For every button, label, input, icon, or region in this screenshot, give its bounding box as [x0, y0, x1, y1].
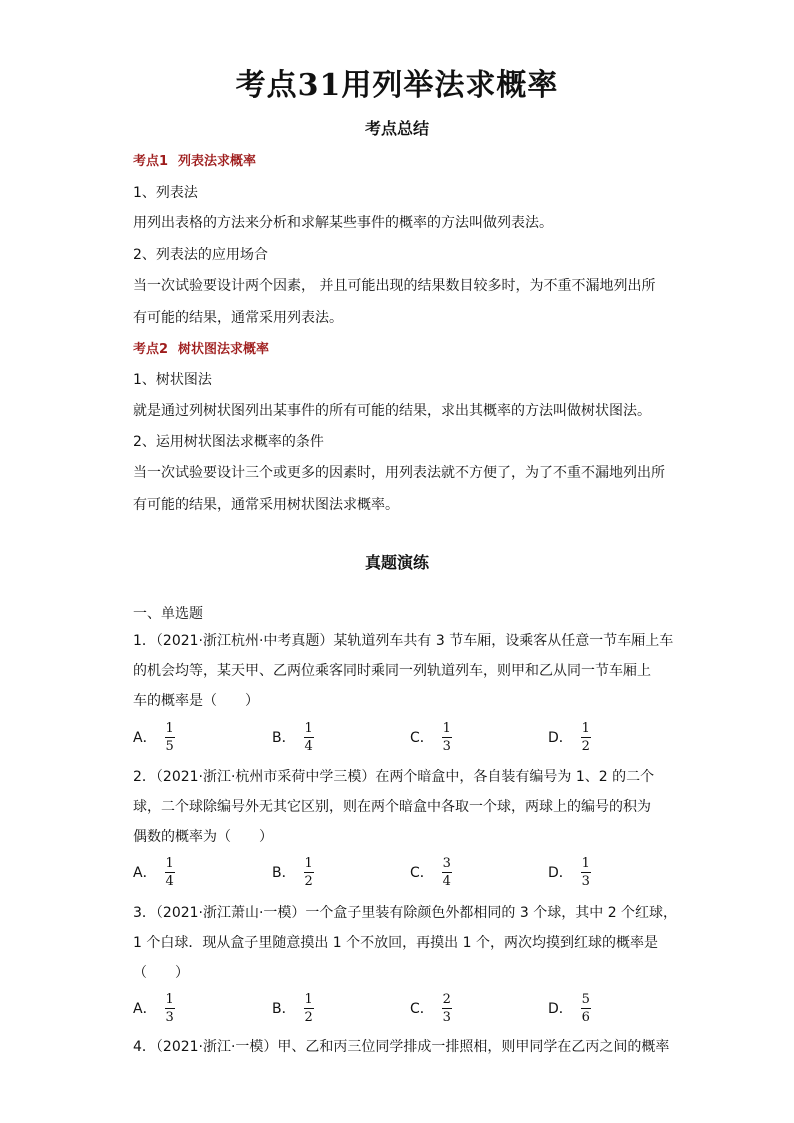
knowledge-point-1-heading [133, 150, 256, 169]
q2-line-1: 2．（2021·浙江·杭州市采荷中学三模）在两个暗盒中，各自装有编号为 1、2 的二个 [133, 769, 655, 785]
kp1-line-5: 有可能的结果，通常采用列表法。 [133, 310, 343, 326]
numerator: 3 [442, 855, 451, 871]
fraction [442, 856, 452, 889]
denominator: 3 [442, 738, 451, 754]
q1-line-1: 1．（2021·浙江杭州·中考真题）某轨道列车共有 3 节车厢，设乘客从任意一节车厢上车 [133, 633, 674, 649]
q2-line-3: 偶数的概率为（ ） [133, 829, 273, 845]
fraction [442, 721, 452, 754]
q3-options [133, 988, 673, 1028]
denominator: 5 [165, 738, 174, 754]
kp1-line-2: 用列出表格的方法来分析和求解某些事件的概率的方法叫做列表法。 [133, 215, 553, 231]
q2-option-b[interactable] [272, 852, 314, 892]
fraction [165, 721, 175, 754]
option-label: C． [410, 730, 434, 746]
q2-line-2: 球，二个球除编号外无其它区别，则在两个暗盒中各取一个球，两球上的编号的积为 [133, 799, 651, 815]
fraction [304, 856, 314, 889]
fraction [581, 856, 591, 889]
denominator: 3 [165, 1009, 174, 1025]
q3-line-2: 1 个白球．现从盒子里随意摸出 1 个不放回，再摸出 1 个，两次均摸到红球的概率是 [133, 935, 658, 951]
q3-option-a[interactable] [133, 988, 175, 1028]
summary-heading: 考点总结 [364, 119, 429, 138]
knowledge-point-2-label: 树状图法求概率 [178, 342, 270, 357]
knowledge-point-2-heading [133, 338, 269, 357]
q4-line-1: 4．（2021·浙江·一模）甲、乙和丙三位同学排成一排照相，则甲同学在乙丙之间的概率 [133, 1039, 670, 1055]
numerator: 1 [581, 855, 590, 871]
kp1-line-1: 1、列表法 [133, 185, 198, 201]
q1-line-2: 的机会均等，某天甲、乙两位乘客同时乘同一列轨道列车，则甲和乙从同一节车厢上 [133, 663, 651, 679]
option-label: C． [410, 865, 434, 881]
kp2-line-1: 1、树状图法 [133, 372, 212, 388]
q1-option-a[interactable] [133, 717, 175, 757]
numerator: 1 [165, 991, 174, 1007]
numerator: 2 [442, 991, 451, 1007]
page-title: 考点31用列举法求概率 [235, 68, 559, 103]
numerator: 1 [304, 991, 313, 1007]
kp2-line-3: 2、运用树状图法求概率的条件 [133, 434, 324, 450]
denominator: 2 [304, 1009, 313, 1025]
q3-line-1: 3．（2021·浙江萧山·一模）一个盒子里装有除颜色外都相同的 3 个球，其中 2 个红球， [133, 905, 678, 921]
option-label: D． [548, 730, 573, 746]
q3-option-d[interactable] [548, 988, 591, 1028]
fraction [304, 721, 314, 754]
denominator: 3 [442, 1009, 451, 1025]
q1-option-b[interactable] [272, 717, 314, 757]
fraction [165, 856, 175, 889]
option-label: B． [272, 730, 296, 746]
denominator: 4 [165, 873, 174, 889]
kp2-line-4: 当一次试验要设计三个或更多的因素时，用列表法就不方便了，为了不重不漏地列出所 [133, 465, 665, 481]
q2-option-c[interactable] [410, 852, 452, 892]
knowledge-point-1-number: 考点1 [133, 154, 169, 169]
denominator: 3 [581, 873, 590, 889]
q3-option-c[interactable] [410, 988, 452, 1028]
option-label: B． [272, 1001, 296, 1017]
denominator: 2 [304, 873, 313, 889]
q3-option-b[interactable] [272, 988, 314, 1028]
q1-line-3: 车的概率是（ ） [133, 693, 259, 709]
knowledge-point-2-number: 考点2 [133, 342, 169, 357]
denominator: 6 [581, 1009, 590, 1025]
q1-option-c[interactable] [410, 717, 452, 757]
kp2-line-5: 有可能的结果，通常采用树状图法求概率。 [133, 497, 399, 513]
option-label: D． [548, 865, 573, 881]
section-label: 一、单选题 [133, 606, 203, 622]
q1-option-d[interactable] [548, 717, 591, 757]
q2-options [133, 852, 673, 892]
fraction [442, 992, 452, 1025]
q2-option-d[interactable] [548, 852, 591, 892]
practice-heading: 真题演练 [364, 553, 429, 572]
kp1-line-4: 当一次试验要设计两个因素， 并且可能出现的结果数目较多时，为不重不漏地列出所 [133, 278, 656, 294]
knowledge-point-1-label: 列表法求概率 [178, 154, 257, 169]
kp2-line-2: 就是通过列树状图列出某事件的所有可能的结果，求出其概率的方法叫做树状图法。 [133, 403, 651, 419]
numerator: 5 [581, 991, 590, 1007]
denominator: 2 [581, 738, 590, 754]
numerator: 1 [165, 855, 174, 871]
denominator: 4 [304, 738, 313, 754]
option-label: A． [133, 1001, 157, 1017]
option-label: B． [272, 865, 296, 881]
option-label: A． [133, 730, 157, 746]
q1-options [133, 717, 673, 757]
fraction [581, 721, 591, 754]
kp1-line-3: 2、列表法的应用场合 [133, 247, 268, 263]
numerator: 1 [165, 720, 174, 736]
fraction [581, 992, 591, 1025]
denominator: 4 [442, 873, 451, 889]
fraction [165, 992, 175, 1025]
fraction [304, 992, 314, 1025]
q3-line-3: （ ） [133, 965, 189, 981]
numerator: 1 [304, 720, 313, 736]
option-label: D． [548, 1001, 573, 1017]
q2-option-a[interactable] [133, 852, 175, 892]
option-label: A． [133, 865, 157, 881]
numerator: 1 [304, 855, 313, 871]
numerator: 1 [442, 720, 451, 736]
numerator: 1 [581, 720, 590, 736]
option-label: C． [410, 1001, 434, 1017]
